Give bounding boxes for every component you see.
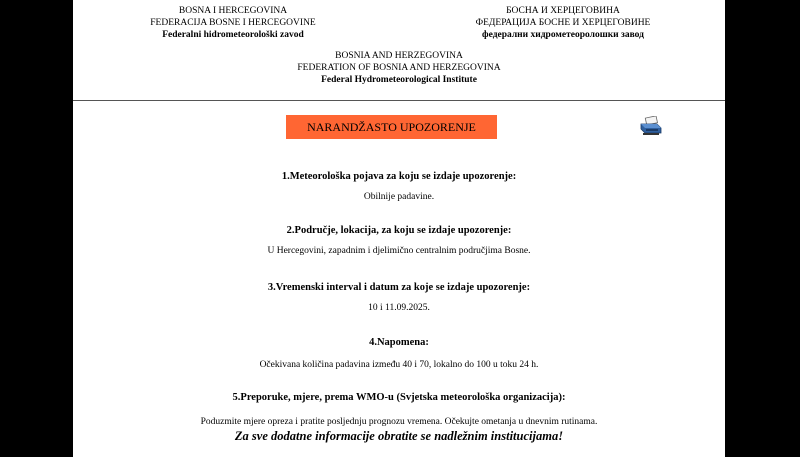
section-title: 2.Područje, lokacija, za koju se izdaje upozorenje: <box>286 225 512 236</box>
section-title: 4.Napomena: <box>369 337 429 348</box>
header-country: BOSNA I HERCEGOVINA <box>178 6 288 16</box>
header-institute: Federalni hidrometeorološki zavod <box>162 30 304 40</box>
header-country: BOSNIA AND HERZEGOVINA <box>335 51 463 61</box>
header-english <box>73 50 725 86</box>
header-federation: ФЕДЕРАЦИЈА БОСНЕ И ХЕРЦЕГОВИНЕ <box>475 18 651 28</box>
section-text: U Hercegovini, zapadnim i djelimično centralnim područjima Bosne. <box>267 246 531 256</box>
header-federation: FEDERACIJA BOSNE I HERCEGOVINE <box>150 18 316 28</box>
header-institute: федерални хидрометеоролошки завод <box>482 30 644 40</box>
header-institute: Federal Hydrometeorological Institute <box>321 75 477 85</box>
section-title: 5.Preporuke, mjere, prema WMO-u (Svjetska meteorološka organizacija): <box>232 392 566 403</box>
section-text: Poduzmite mjere opreza i pratite posljednju prognozu vremena. Očekujte ometanja u dnevnim rutinama. <box>200 417 598 427</box>
header-federation: FEDERATION OF BOSNIA AND HERZEGOVINA <box>297 63 501 73</box>
header-divider <box>73 100 725 101</box>
closing-note: Za sve dodatne informacije obratite se nadležnim institucijama! <box>234 429 564 443</box>
section-title: 3.Vremenski interval i datum za koje se izdaje upozorenje: <box>267 282 531 293</box>
header-country: БОСНА И ХЕРЦЕГОВИНА <box>506 6 620 16</box>
section-text: Obilnije padavine. <box>363 192 435 202</box>
header-cyrillic <box>453 5 673 41</box>
section-title: 1.Meteorološka pojava za koju se izdaje upozorenje: <box>281 171 517 182</box>
section-text: 10 i 11.09.2025. <box>368 303 430 313</box>
document-page <box>73 0 725 457</box>
section-text: Očekivana količina padavina između 40 i 70, lokalno do 100 u toku 24 h. <box>259 360 539 370</box>
header-latin <box>133 5 333 41</box>
warning-level-badge: NARANDŽASTO UPOZORENJE <box>286 115 497 139</box>
printer-icon[interactable] <box>639 116 663 136</box>
